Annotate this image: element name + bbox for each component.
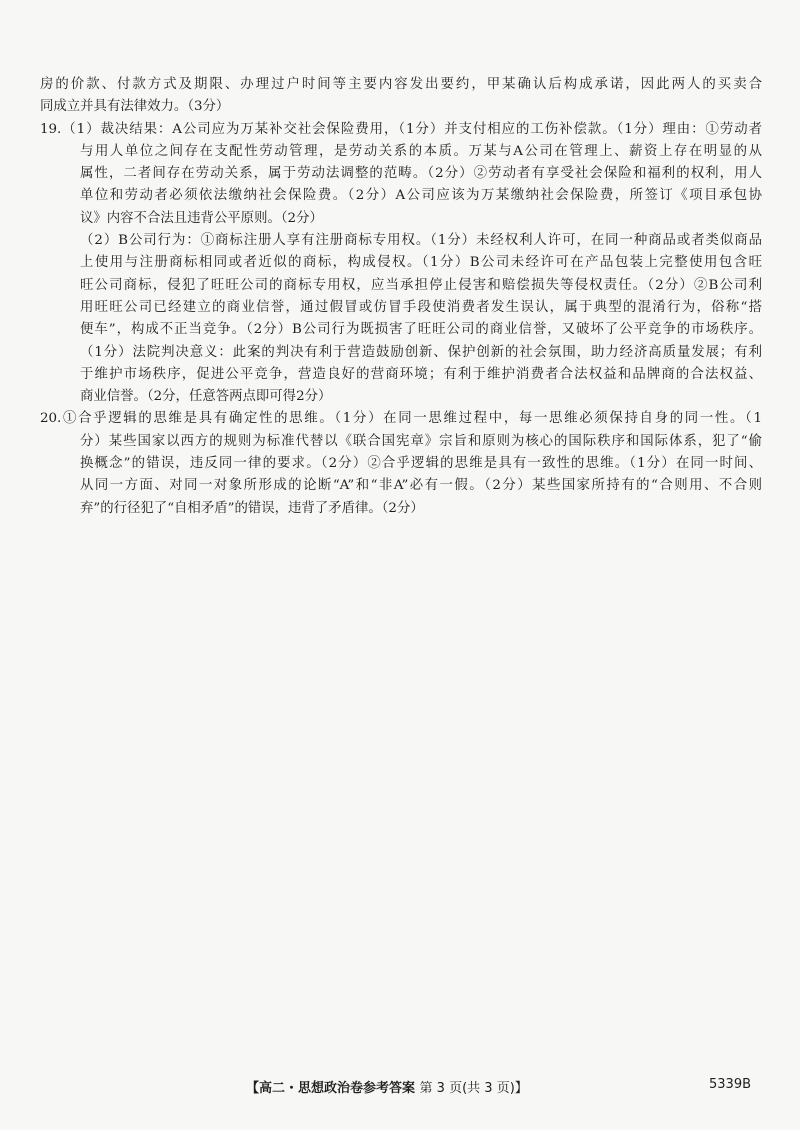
text-line: 从同一方面、对同一对象所形成的论断“A”和“非A”必有一假。（2分）某些国家所持有的“合则用、不合则 xyxy=(80,478,762,494)
text-line: 与用人单位之间存在支配性劳动管理，是劳动关系的本质。万某与A公司在管理上、薪资上存在明显的从 xyxy=(80,143,762,159)
text-line: 于维护市场秩序，促进公平竞争，营造良好的营商环境；有利于维护消费者合法权益和品牌商的合法权益、 xyxy=(80,366,762,382)
text-line: 属性，二者间存在劳动关系，属于劳动法调整的范畴。（2分）②劳动者有享受社会保险和福利的权利，用人 xyxy=(80,166,762,182)
text-line: 同成立并具有法律效力。（3分） xyxy=(40,99,230,115)
continued-answer xyxy=(40,74,762,119)
page-footer xyxy=(0,1077,800,1101)
text-line: （1分）法院判决意义：此案的判决有利于营造鼓励创新、保护创新的社会氛围，助力经济高质量发展；有利 xyxy=(80,344,762,360)
text-line: 分）某些国家以西方的规则为标准代替以《联合国宪章》宗旨和原则为核心的国际秩序和国际体系，犯了“偷 xyxy=(80,433,762,449)
text-line: 商业信誉。（2分，任意答两点即可得2分） xyxy=(80,389,332,405)
text-line: 房的价款、付款方式及期限、办理过户时间等主要内容发出要约，甲某确认后构成承诺，因此两人的买卖合 xyxy=(40,77,762,92)
question-19-answer xyxy=(40,119,762,409)
text-line: 用旺旺公司已经建立的商业信誉，通过假冒或仿冒手段使消费者发生误认，属于典型的混淆行为，俗称“搭 xyxy=(80,299,762,315)
text-line: 20.①合乎逻辑的思维是具有确定性的思维。（1分）在同一思维过程中，每一思维必须保持自身的同一性。（1 xyxy=(40,411,762,427)
text-line: 上使用与注册商标相同或者近似的商标，构成侵权。（1分）B公司未经许可在产品包装上完整使用包含旺 xyxy=(80,255,762,271)
footer-page-number: 第 3 页(共 3 页)】 xyxy=(419,1081,528,1096)
footer-title xyxy=(246,1077,528,1096)
text-line: 议》内容不合法且违背公平原则。（2分） xyxy=(80,210,323,226)
text-line: 旺公司商标，侵犯了旺旺公司的商标专用权，应当承担停止侵害和赔偿损失等侵权责任。（2分）②B公司利 xyxy=(80,277,762,293)
text-line: 便车”，构成不正当竞争。（2分）B公司行为既损害了旺旺公司的商业信誉，又破坏了公平竞争的市场秩序。 xyxy=(80,322,762,338)
text-line: 弃”的行径犯了“自相矛盾”的错误，违背了矛盾律。（2分） xyxy=(80,500,424,516)
footer-code: 5339B xyxy=(709,1077,752,1092)
text-line: 单位和劳动者必须依法缴纳社会保险费。（2分）A公司应该为万某缴纳社会保险费，所签订《项目承包协 xyxy=(80,188,762,204)
text-line: （2）B公司行为：①商标注册人享有注册商标专用权。（1分）未经权利人许可，在同一种商品或者类似商品 xyxy=(80,233,762,249)
text-line: 换概念”的错误，违反同一律的要求。（2分）②合乎逻辑的思维是具有一致性的思维。（1分）在同一时间、 xyxy=(80,456,762,472)
answer-content xyxy=(40,74,762,520)
text-line: 19.（1）裁决结果：A公司应为万某补交社会保险费用，（1分）并支付相应的工伤补偿款。（1分）理由：①劳动者 xyxy=(40,121,762,137)
footer-document-title: 【高二・思想政治卷参考答案 xyxy=(246,1081,416,1096)
question-20-answer xyxy=(40,408,762,519)
